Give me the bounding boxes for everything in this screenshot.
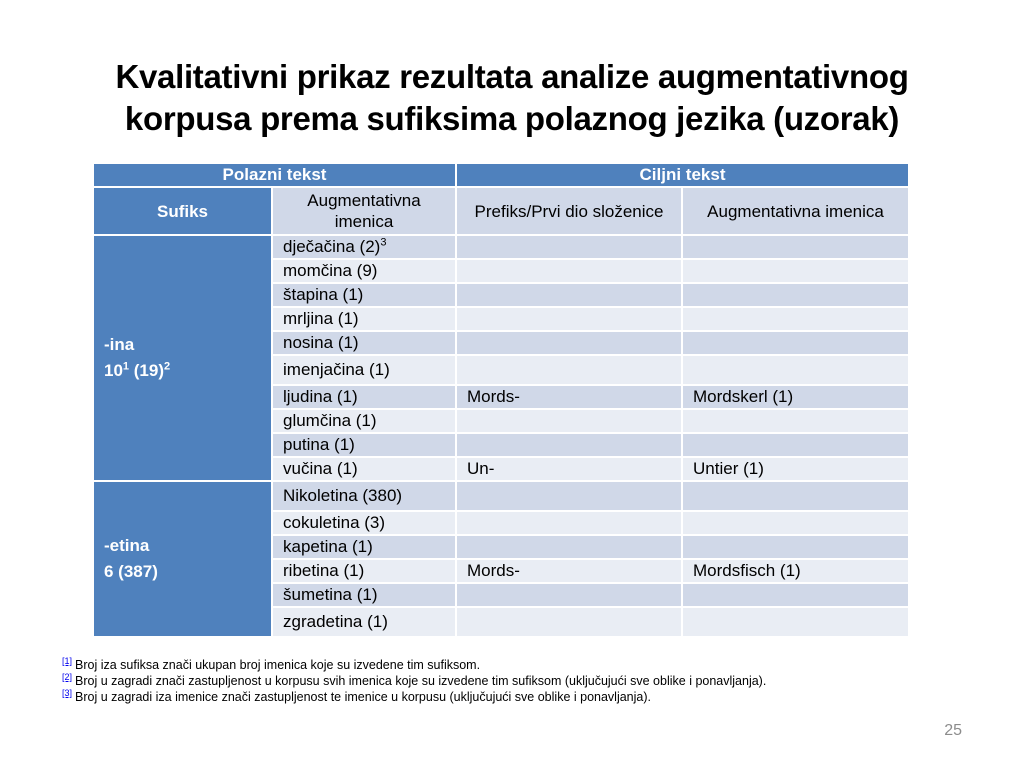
suffix-count-footnote: 1 (122, 360, 130, 373)
footnote-1 (62, 657, 962, 673)
target-noun-cell (682, 409, 909, 433)
source-noun: putina (1) (283, 435, 355, 454)
source-noun-cell (272, 559, 456, 583)
source-noun: nosina (1) (283, 333, 359, 352)
source-noun-cell (272, 259, 456, 283)
footnote-3 (62, 689, 962, 705)
source-noun: mrljina (1) (283, 309, 359, 328)
footnote-text-3: Broj u zagradi iza imenice znači zastupljenost te imenice u korpusu (uključujući sve oblike i ponavljanja). (75, 690, 651, 704)
footnote-2 (62, 673, 962, 689)
footnote-link-3[interactable]: [3] (62, 687, 73, 698)
suffix-group-cell (93, 235, 272, 481)
source-noun-cell (272, 409, 456, 433)
footnote-link-1[interactable]: [1] (62, 655, 73, 666)
prefix-cell: Un- (456, 457, 682, 481)
footnote-link-2[interactable]: [2] (62, 671, 73, 682)
target-noun-cell (682, 481, 909, 511)
source-noun: imenjačina (1) (283, 360, 390, 379)
target-noun-cell (682, 535, 909, 559)
target-noun-cell: Mordskerl (1) (682, 385, 909, 409)
suffix-name: -etina (104, 536, 150, 555)
table-row (93, 481, 909, 511)
source-noun-cell (272, 307, 456, 331)
header-suffix: Sufiks (93, 187, 272, 235)
source-noun-cell (272, 433, 456, 457)
prefix-cell (456, 283, 682, 307)
suffix-name: -ina (104, 335, 135, 354)
source-noun: Nikoletina (380) (283, 486, 403, 505)
prefix-cell: Mords- (456, 385, 682, 409)
noun-footnote: 3 (380, 236, 387, 249)
prefix-cell (456, 235, 682, 259)
source-noun-cell (272, 457, 456, 481)
target-noun-cell (682, 235, 909, 259)
source-noun: ljudina (1) (283, 387, 358, 406)
target-noun-cell: Untier (1) (682, 457, 909, 481)
target-noun-cell (682, 283, 909, 307)
target-noun-cell (682, 355, 909, 385)
slide-title (60, 56, 964, 140)
source-noun: momčina (9) (283, 261, 378, 280)
suffix-group-cell (93, 481, 272, 637)
prefix-cell (456, 355, 682, 385)
source-noun-cell (272, 235, 456, 259)
header-target-text: Ciljni tekst (456, 163, 909, 187)
source-noun-cell (272, 607, 456, 637)
header-source-noun: Augmentativna imenica (272, 187, 456, 235)
source-noun-cell (272, 331, 456, 355)
target-noun-cell (682, 331, 909, 355)
source-noun-cell (272, 583, 456, 607)
table-header-row-2 (93, 187, 909, 235)
target-noun-cell (682, 607, 909, 637)
footnote-text-1: Broj iza sufiksa znači ukupan broj imenica koje su izvedene tim sufiksom. (75, 658, 481, 672)
suffix-counts (104, 559, 261, 585)
source-noun-cell (272, 481, 456, 511)
source-noun: glumčina (1) (283, 411, 377, 430)
prefix-cell (456, 307, 682, 331)
source-noun-cell (272, 283, 456, 307)
source-noun-cell (272, 511, 456, 535)
target-noun-cell (682, 511, 909, 535)
prefix-cell (456, 259, 682, 283)
source-noun-cell (272, 535, 456, 559)
header-target-noun: Augmentativna imenica (682, 187, 909, 235)
results-table (92, 162, 910, 638)
page-number: 25 (944, 722, 962, 739)
target-noun-cell (682, 307, 909, 331)
prefix-cell: Mords- (456, 559, 682, 583)
prefix-cell (456, 535, 682, 559)
header-prefix: Prefiks/Prvi dio složenice (456, 187, 682, 235)
header-source-text: Polazni tekst (93, 163, 456, 187)
prefix-cell (456, 409, 682, 433)
prefix-cell (456, 607, 682, 637)
source-noun: kapetina (1) (283, 537, 373, 556)
source-noun: dječačina (2) (283, 237, 381, 256)
source-noun: ribetina (1) (283, 561, 365, 580)
footnote-text-2: Broj u zagradi znači zastupljenost u korpusu svih imenica koje su izvedene tim sufiksom (uključujući sve oblike i ponavljanja). (75, 674, 767, 688)
suffix-count: 10 (104, 361, 123, 380)
table-row (93, 235, 909, 259)
target-noun-cell (682, 583, 909, 607)
source-noun: šumetina (1) (283, 585, 378, 604)
source-noun: štapina (1) (283, 285, 364, 304)
source-noun: vučina (1) (283, 459, 358, 478)
prefix-cell (456, 433, 682, 457)
title-line-1: Kvalitativni prikaz rezultata analize augmentativnog (115, 58, 909, 95)
target-noun-cell (682, 259, 909, 283)
suffix-total-footnote: 2 (164, 360, 171, 373)
source-noun: cokuletina (3) (283, 513, 386, 532)
suffix-count: 6 (387) (104, 562, 158, 581)
source-noun-cell (272, 385, 456, 409)
title-line-2: korpusa prema sufiksima polaznog jezika (uzorak) (124, 100, 900, 137)
prefix-cell (456, 331, 682, 355)
prefix-cell (456, 481, 682, 511)
target-noun-cell (682, 433, 909, 457)
prefix-cell (456, 583, 682, 607)
suffix-counts (104, 358, 261, 384)
source-noun-cell (272, 355, 456, 385)
target-noun-cell: Mordsfisch (1) (682, 559, 909, 583)
suffix-total: (19) (129, 361, 165, 380)
table-header-row-1 (93, 163, 909, 187)
prefix-cell (456, 511, 682, 535)
source-noun: zgradetina (1) (283, 612, 388, 631)
footnotes (62, 657, 962, 705)
